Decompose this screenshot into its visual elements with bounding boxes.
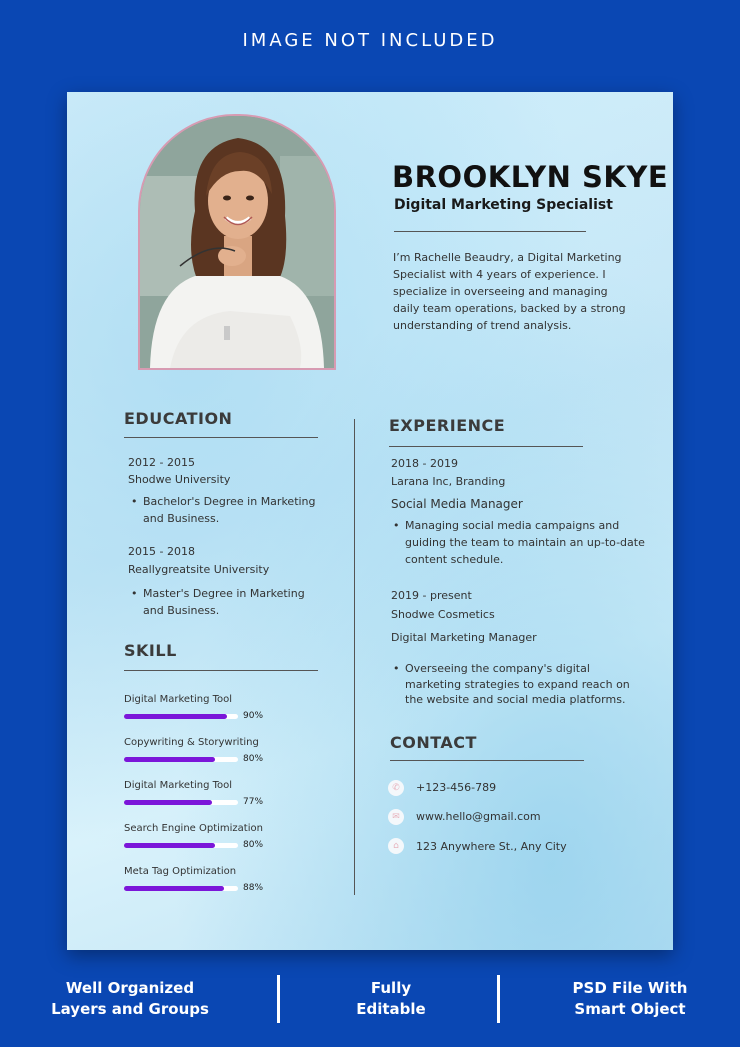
experience-heading: EXPERIENCE bbox=[389, 416, 506, 435]
education-1-detail: • Bachelor's Degree in Marketing and Business. bbox=[143, 493, 328, 527]
skill-percent: 80% bbox=[243, 754, 264, 764]
image-not-included-banner: IMAGE NOT INCLUDED bbox=[242, 30, 498, 51]
skill-bar-track bbox=[124, 714, 238, 719]
education-1-school: Shodwe University bbox=[128, 473, 231, 486]
skill-percent: 80% bbox=[243, 840, 264, 850]
candidate-name: BROOKLYN SKYE bbox=[392, 160, 669, 194]
experience-1-position: Social Media Manager bbox=[391, 497, 523, 511]
resume-sheet bbox=[67, 92, 673, 950]
education-underline bbox=[124, 437, 318, 438]
candidate-role: Digital Marketing Specialist bbox=[394, 197, 613, 213]
experience-1-detail: • Managing social media campaigns and guiding the team to maintain an up-to-date content schedule. bbox=[405, 517, 655, 568]
experience-underline bbox=[389, 446, 583, 447]
experience-1-years: 2018 - 2019 bbox=[391, 457, 458, 470]
contact-email: www.hello@gmail.com bbox=[416, 810, 541, 823]
skill-underline bbox=[124, 670, 318, 671]
home-icon: ⌂ bbox=[388, 838, 404, 854]
experience-2-detail: • Overseeing the company's digital marketing strategies to expand reach on the website and social media platforms. bbox=[405, 661, 645, 708]
email-icon: ✉ bbox=[388, 809, 404, 825]
skill-bar-track bbox=[124, 843, 238, 848]
column-divider bbox=[354, 419, 355, 895]
skill-label: Digital Marketing Tool bbox=[124, 694, 233, 705]
profile-summary: I’m Rachelle Beaudry, a Digital Marketing Specialist with 4 years of experience. I specialize in overseeing and managing daily team operations, backed by a strong understanding of trend analysis. bbox=[393, 251, 626, 332]
footer-feature-psd: PSD File With Smart Object bbox=[572, 979, 688, 1018]
skill-label: Meta Tag Optimization bbox=[124, 866, 237, 877]
skill-heading: SKILL bbox=[124, 641, 177, 660]
skill-bar-track bbox=[124, 800, 238, 805]
skill-percent: 77% bbox=[243, 797, 264, 807]
skill-bar-fill bbox=[124, 886, 224, 891]
contact-address: 123 Anywhere St., Any City bbox=[416, 840, 567, 853]
skill-label: Digital Marketing Tool bbox=[124, 780, 233, 791]
profile-photo bbox=[138, 114, 336, 370]
skill-label: Copywriting & Storywriting bbox=[124, 737, 259, 748]
education-1-years: 2012 - 2015 bbox=[128, 456, 195, 469]
footer-feature-editable: Fully Editable bbox=[356, 979, 426, 1018]
contact-heading: CONTACT bbox=[390, 733, 477, 752]
footer-separator-1 bbox=[277, 975, 280, 1023]
skill-label: Search Engine Optimization bbox=[124, 823, 263, 834]
skill-bar-fill bbox=[124, 843, 215, 848]
skill-percent: 88% bbox=[243, 883, 264, 893]
skill-bar-fill bbox=[124, 714, 227, 719]
experience-2-years: 2019 - present bbox=[391, 589, 472, 602]
role-underline bbox=[394, 231, 586, 232]
footer-separator-2 bbox=[497, 975, 500, 1023]
education-2-school: Reallygreatsite University bbox=[128, 563, 270, 576]
education-2-years: 2015 - 2018 bbox=[128, 545, 195, 558]
skill-bar-fill bbox=[124, 757, 215, 762]
skill-bar-track bbox=[124, 757, 238, 762]
education-2-detail: • Master's Degree in Marketing and Business. bbox=[143, 585, 328, 619]
skill-bar-fill bbox=[124, 800, 212, 805]
skill-bar-track bbox=[124, 886, 238, 891]
phone-icon: ✆ bbox=[388, 780, 404, 796]
experience-1-company: Larana Inc, Branding bbox=[391, 475, 506, 488]
education-heading: EDUCATION bbox=[124, 409, 233, 428]
contact-phone: +123-456-789 bbox=[416, 781, 497, 794]
footer-feature-layers: Well Organized Layers and Groups bbox=[51, 979, 209, 1018]
person-photo-illustration bbox=[140, 116, 334, 368]
experience-2-position: Digital Marketing Manager bbox=[391, 631, 537, 644]
contact-underline bbox=[390, 760, 584, 761]
skill-percent: 90% bbox=[243, 711, 264, 721]
experience-2-company: Shodwe Cosmetics bbox=[391, 608, 495, 621]
